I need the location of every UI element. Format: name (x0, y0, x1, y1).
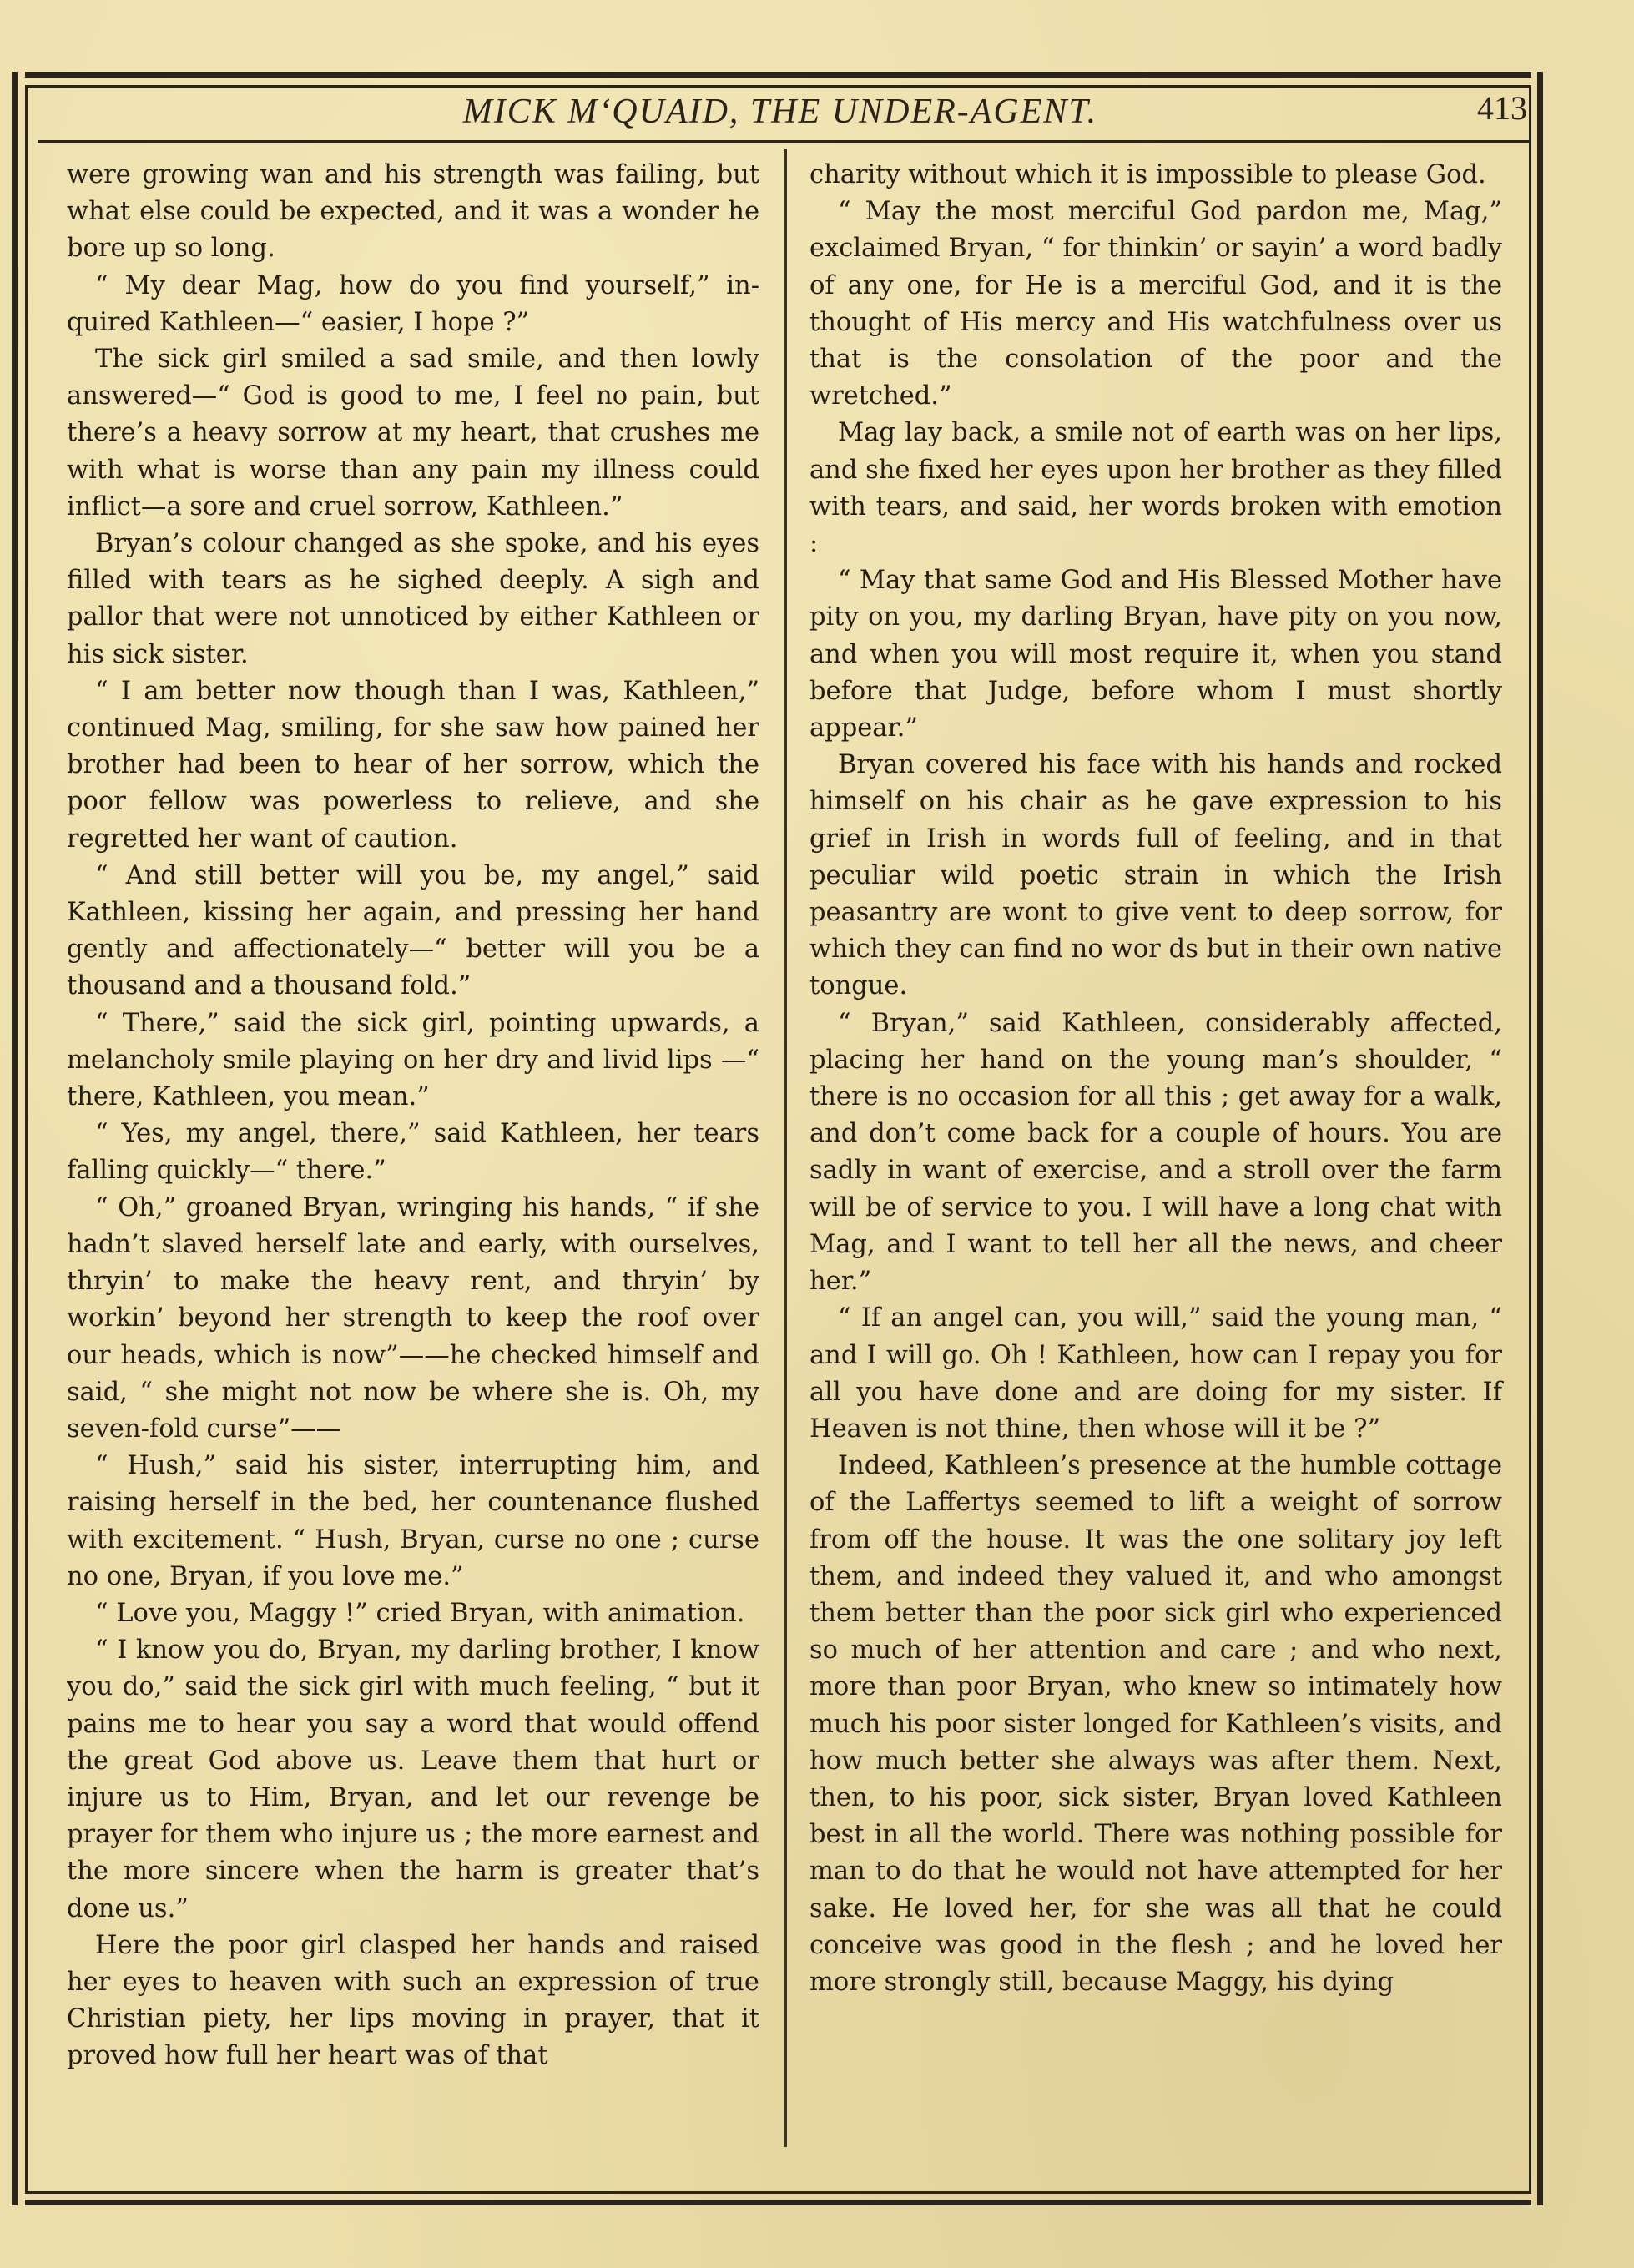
paragraph: “ If an angel can, you will,” said the young man, “ and I will go. Oh ! Kathleen, how can I repay you for all you have done and are doing for my sister. If Heaven is not thine, then whose will it be ?” (809, 1303, 1502, 1444)
bottom-border-thin (25, 2191, 1531, 2194)
paragraph: “ My dear Mag, how do you find yourself,” inquired Kathleen—“ easier, I hope ?” (67, 270, 759, 337)
paragraph: “ Oh,” groaned Bryan, wringing his hands, “ if she hadn’t slaved herself late and early, with ourselves, thryin’ to make the heavy rent, and thryin’ by workin’ beyond her strength to keep the roof over our heads, which is now”——he checked himself and said, “ she might not now be where she is. Oh, my seven-fold curse”—— (67, 1192, 759, 1444)
paragraph: “ Love you, Maggy !” cried Bryan, with animation. (95, 1598, 745, 1628)
paragraph: charity without which it is impossible to please God. (809, 160, 1486, 189)
right-border-thin (1529, 85, 1531, 2194)
paragraph: The sick girl smiled a sad smile, and then lowly answered—“ God is good to me, I feel no pain, but there’s a heavy sorrow at my heart, that crushes me with what is worse than any pain my illness could inflict—a sore and cruel sorrow, Kathleen.” (67, 345, 759, 522)
paragraph: “ I am better now though than I was, Kathleen,” continued Mag, smiling, for she saw how pained her brother had been to hear of her sorrow, which the poor fellow was powerless to relieve, and she regretted her want of caution. (67, 676, 759, 854)
column-divider (784, 149, 787, 2147)
paragraph: “ May the most merciful God pardon me, Mag,” exclaimed Bryan, “ for thinkin’ or sayin’ a word badly of any one, for He is a merciful God, and it is the thought of His mercy and His watchfulness over us that is the consolation of the poor and the wretched.” (809, 197, 1502, 411)
paragraph: “ I know you do, Bryan, my darling brother, I know you do,” said the sick girl with much feeling, “ but it pains me to hear you say a word that would offend the great God above us. Leave them that hurt or injure us to Him, Bryan, and let our revenge be prayer for them who injure us ; the more earnest and the more sincere when the harm is greater that’s done us.” (67, 1635, 759, 1923)
paragraph: were growing wan and his strength was failing, but what else could be expected, and it was a wonder he bore up so long. (67, 160, 759, 264)
paragraph: Indeed, Kathleen’s presence at the humble cottage of the Laffertys seemed to lift a weight of sorrow from off the house. It was the one solitary joy left them, and indeed they valued it, and who amongst them better than the poor sick girl who experienced so much of her attention and care ; and who next, more than poor Bryan, who knew so intimately how much his poor sister longed for Kathleen’s visits, and how much better she always was after them. Next, then, to his poor, sick sister, Bryan loved Kathleen best in all the world. There was nothing possible for man to do that he would not have attempted for her sake. He loved her, for she was all that he could conceive was good in the flesh ; and he loved her more strongly still, because Maggy, his dying (809, 1451, 1502, 1997)
top-border-thick (25, 72, 1531, 78)
paragraph: “ Bryan,” said Kathleen, considerably affected, placing her hand on the young man’s shoulder, “ there is no occasion for all this ; get away for a walk, and don’t come back for a couple of hours. You are sadly in want of exercise, and a stroll over the farm will be of service to you. I will have a long chat with Mag, and I want to tell her all the news, and cheer her.” (809, 1008, 1502, 1297)
paragraph: “ There,” said the sick girl, pointing upwards, a melancholy smile playing on her dry and livid lips —“ there, Kathleen, you mean.” (67, 1008, 759, 1112)
paragraph: Bryan covered his face with his hands and rocked himself on his chair as he gave expression to his grief in Irish in words full of feeling, and in that peculiar wild poetic strain in which the Irish peasantry are wont to give vent to deep sorrow, for which they can find no wor ds but in their own native tongue. (809, 750, 1502, 1001)
header-rule (38, 140, 1531, 143)
paragraph: “ Hush,” said his sister, interrupting him, and raising herself in the bed, her countenance flushed with excitement. “ Hush, Bryan, curse no one ; curse no one, Bryan, if you love me.” (67, 1451, 759, 1591)
paragraph: Bryan’s colour changed as she spoke, and his eyes filled with tears as he sighed deeply. A sigh and pallor that were not unnoticed by either Kathleen or his sick sister. (67, 529, 759, 669)
left-border-thick (12, 72, 18, 2205)
right-border-thick (1537, 72, 1543, 2205)
paragraph: “ And still better will you be, my angel,” said Kathleen, kissing her again, and pressing her hand gently and affectionately—“ better will you be a thousand and a thousand fold.” (67, 860, 759, 1001)
page-title: MICK M‘QUAID, THE UNDER-AGENT. (462, 93, 1098, 131)
left-column (67, 157, 759, 2075)
running-head (33, 87, 1527, 139)
right-column (809, 157, 1502, 2001)
paragraph: “ May that same God and His Blessed Mother have pity on you, my darling Bryan, have pity on you now, and when you will most require it, when you stand before that Judge, before whom I must shortly appear.” (809, 566, 1502, 743)
paragraph: Here the poor girl clasped her hands and raised her eyes to heaven with such an expression of true Christian piety, her lips moving in prayer, that it proved how full her heart was of that (67, 1930, 759, 2071)
paragraph: Mag lay back, a smile not of earth was on her lips, and she fixed her eyes upon her brother as they filled with tears, and said, her words broken with emotion : (809, 418, 1502, 559)
left-border-thin (25, 85, 28, 2194)
paragraph: “ Yes, my angel, there,” said Kathleen, her tears falling quickly—“ there.” (67, 1119, 759, 1186)
page-number: 413 (1477, 89, 1527, 127)
bottom-border-thick (25, 2200, 1531, 2205)
